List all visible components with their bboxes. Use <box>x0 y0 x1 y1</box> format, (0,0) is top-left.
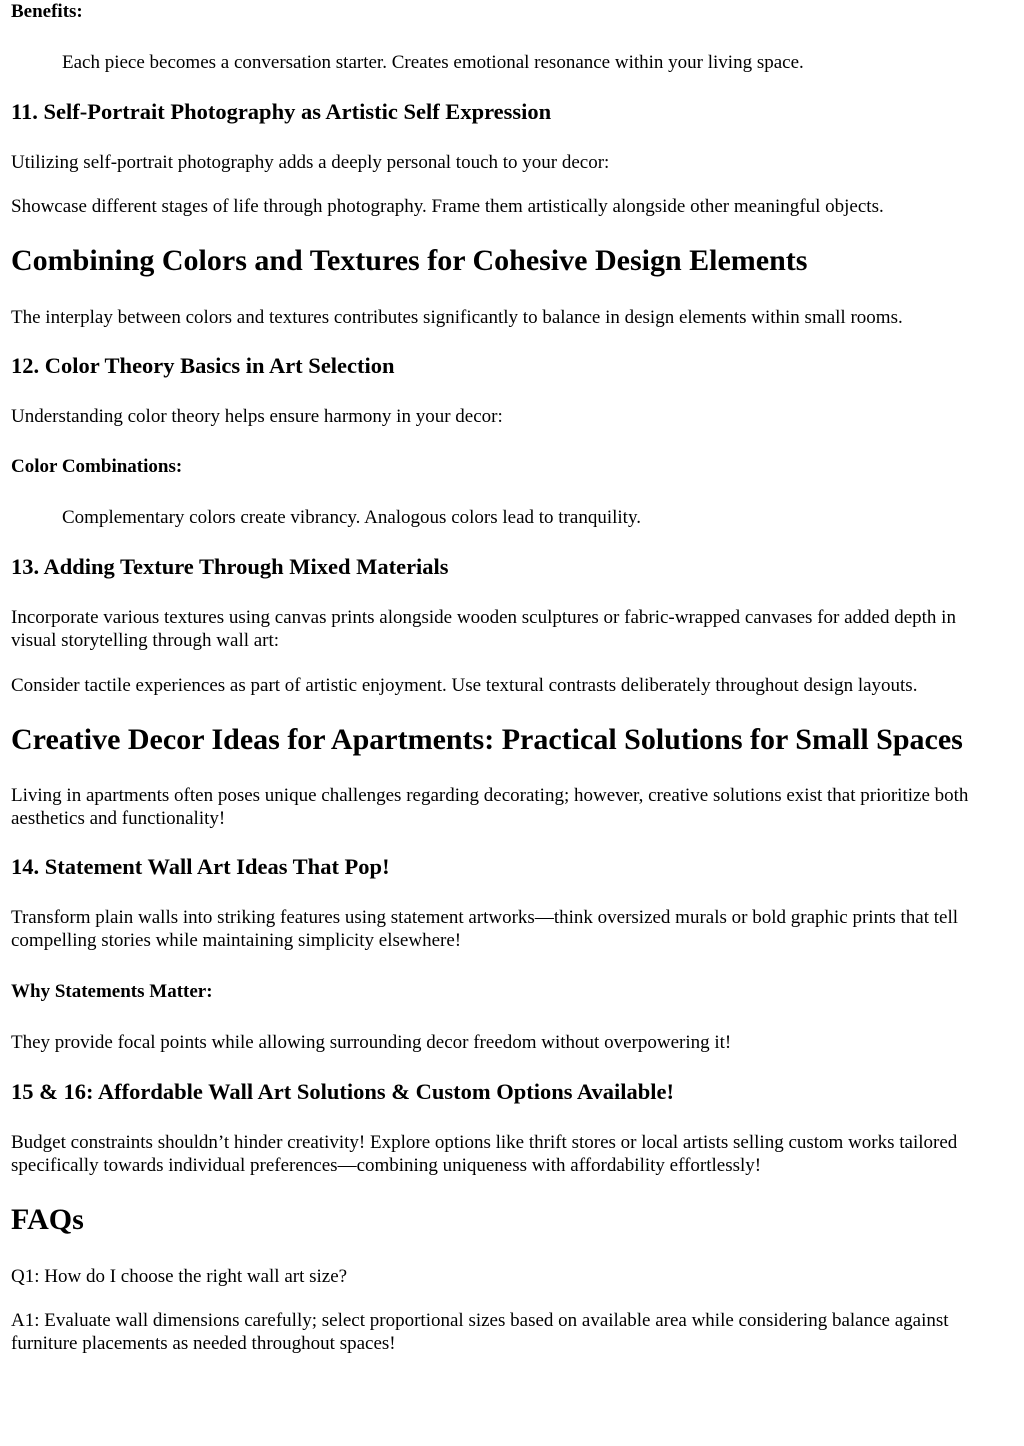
faq-question-1: Q1: How do I choose the right wall art size? <box>11 1266 348 1287</box>
apartments-intro: Living in apartments often poses unique challenges regarding decorating; however, creative solutions exist that prioritize both aesthetics and functionality! <box>11 785 969 829</box>
section-13-paragraph: Incorporate various textures using canvas prints alongside wooden sculptures or fabric-wrapped canvases for added depth in visual storytelling through wall art: <box>11 607 956 651</box>
section-14-heading: 14. Statement Wall Art Ideas That Pop! <box>11 854 390 879</box>
section-15-16-paragraph: Budget constraints shouldn’t hinder creativity! Explore options like thrift stores or local artists selling custom works tailored specifically towards individual preferences—combining uniqueness with affordability effortlessly! <box>11 1132 958 1176</box>
color-combinations-label: Color Combinations: <box>11 456 183 477</box>
benefits-label: Benefits: <box>11 1 83 22</box>
section-13-paragraph-2: Consider tactile experiences as part of artistic enjoyment. Use textural contrasts deliberately throughout design layouts. <box>11 675 918 696</box>
section-11-heading: 11. Self-Portrait Photography as Artistic Self Expression <box>11 99 552 124</box>
section-11-paragraph: Utilizing self-portrait photography adds a deeply personal touch to your decor: <box>11 152 610 173</box>
section-15-16-heading: 15 & 16: Affordable Wall Art Solutions & Custom Options Available! <box>11 1079 674 1104</box>
section-11-paragraph-2: Showcase different stages of life through photography. Frame them artistically alongside other meaningful objects. <box>11 196 884 217</box>
faqs-heading: FAQs <box>11 1203 84 1236</box>
color-combinations-text: Complementary colors create vibrancy. Analogous colors lead to tranquility. <box>62 507 641 528</box>
section-14-paragraph-2: They provide focal points while allowing surrounding decor freedom without overpowering it! <box>11 1032 732 1053</box>
section-12-heading: 12. Color Theory Basics in Art Selection <box>11 353 395 378</box>
colors-textures-intro: The interplay between colors and textures contributes significantly to balance in design elements within small rooms. <box>11 307 903 328</box>
faq-answer-1: A1: Evaluate wall dimensions carefully; select proportional sizes based on available area while considering balance against furniture placements as needed throughout spaces! <box>11 1310 949 1354</box>
section-14-paragraph: Transform plain walls into striking features using statement artworks—think oversized murals or bold graphic prints that tell compelling stories while maintaining simplicity elsewhere! <box>11 907 959 951</box>
section-13-heading: 13. Adding Texture Through Mixed Materials <box>11 554 449 579</box>
why-statements-label: Why Statements Matter: <box>11 981 213 1002</box>
benefits-text: Each piece becomes a conversation starter. Creates emotional resonance within your living space. <box>62 52 804 73</box>
section-12-paragraph: Understanding color theory helps ensure harmony in your decor: <box>11 406 503 427</box>
colors-textures-heading: Combining Colors and Textures for Cohesive Design Elements <box>11 244 808 277</box>
apartments-heading: Creative Decor Ideas for Apartments: Practical Solutions for Small Spaces <box>11 723 963 756</box>
